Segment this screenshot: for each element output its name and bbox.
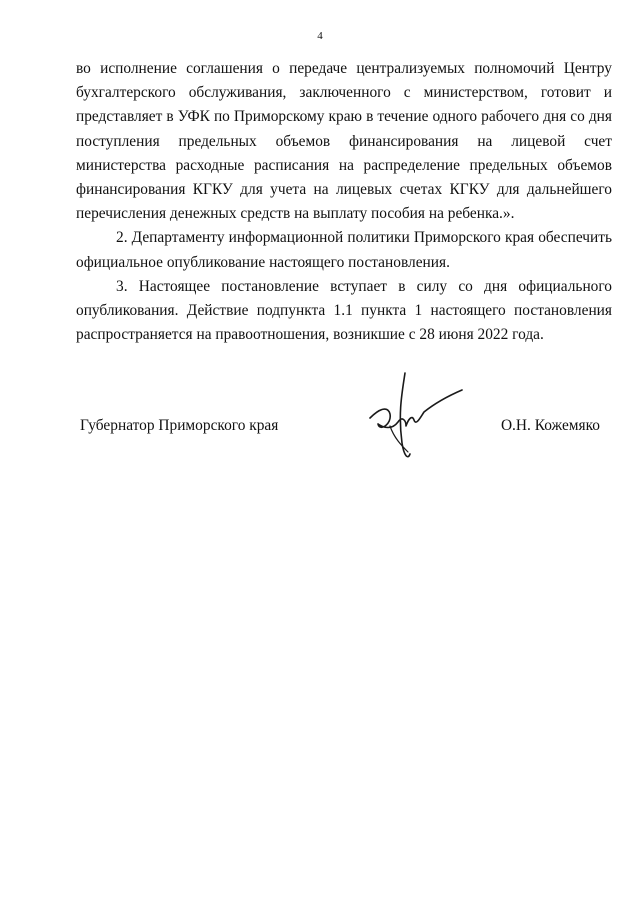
paragraph-continuation: во исполнение соглашения о передаче централизуемых полномочий Центру бухгалтерского обслуживания, заключенного с министерством, готовит и представляет в УФК по Приморскому краю в течение одного рабочего дня со дня поступления предельных объемов финансирования на лицевой счет министерства расходные расписания на распределение предельных объемов финансирования КГКУ для учета на лицевых счетах КГКУ для дальнейшего перечисления денежных средств на выплату пособия на ребенка.». <box>76 60 612 223</box>
handwritten-signature <box>350 368 470 463</box>
signer-name: О.Н. Кожемяко <box>500 417 600 434</box>
signer-title: Губернатор Приморского края <box>80 417 279 434</box>
document-body <box>76 57 612 347</box>
signature-block <box>0 413 640 473</box>
paragraph-item-3: 3. Настоящее постановление вступает в силу со дня официального опубликования. Действие подпункта 1.1 пункта 1 настоящего постановления распространяется на правоотношения, возникшие с 28 июня 2022 года. <box>76 277 612 344</box>
page-number: 4 <box>317 30 323 42</box>
paragraph-item-2: 2. Департаменту информационной политики Приморского края обеспечить официальное опубликование настоящего постановления. <box>76 229 612 271</box>
